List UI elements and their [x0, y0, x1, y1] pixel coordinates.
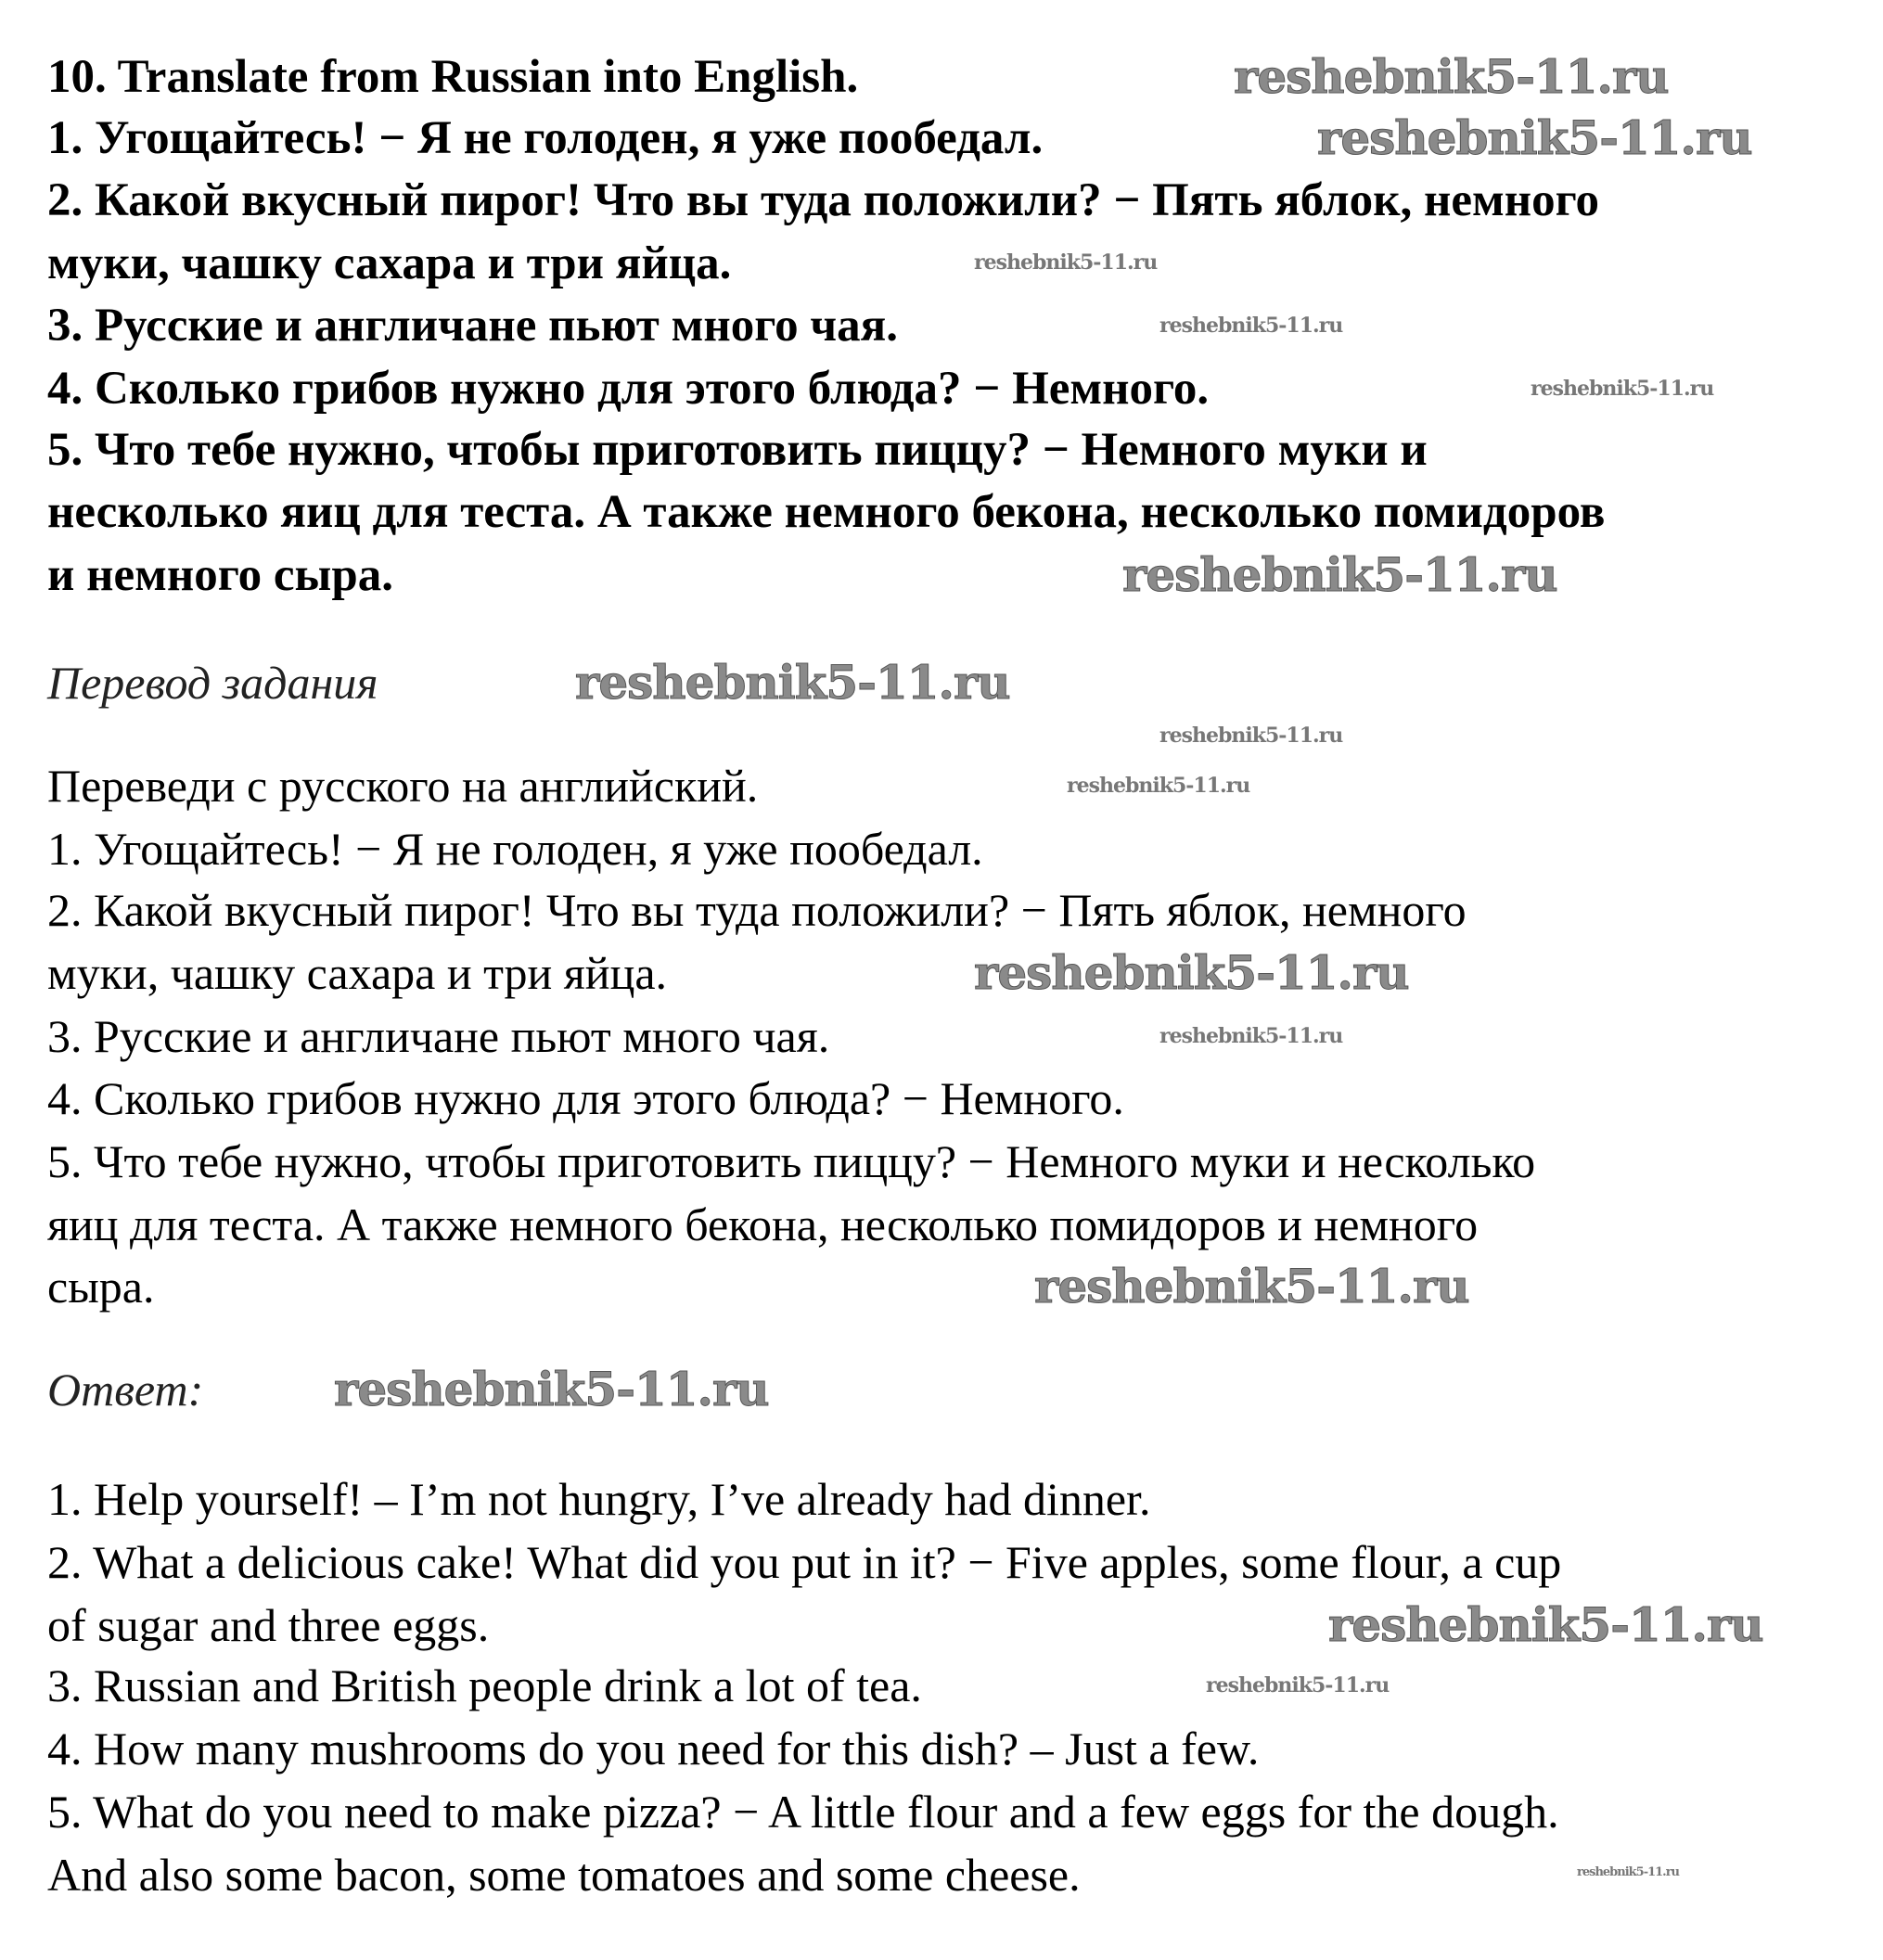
- task-line: 5. Что тебе нужно, чтобы приготовить пиццу? − Немного муки и: [47, 424, 1428, 476]
- watermark: reshebnik5-11.ru: [974, 945, 1409, 1000]
- answer-line: 1. Help yourself! – I’m not hungry, I’ve already had dinner.: [47, 1473, 1151, 1525]
- translation-line: 5. Что тебе нужно, чтобы приготовить пиццу? − Немного муки и несколько: [47, 1135, 1536, 1187]
- watermark: reshebnik5-11.ru: [1328, 1597, 1763, 1652]
- task-title: 10. Translate from Russian into English.: [47, 51, 859, 103]
- answer-line: 4. How many mushrooms do you need for this dish? – Just a few.: [47, 1723, 1260, 1774]
- task-line: 3. Русские и англичане пьют много чая.: [47, 300, 898, 352]
- task-line: 2. Какой вкусный пирог! Что вы туда положили? − Пять яблок, немного: [47, 174, 1600, 226]
- watermark: reshebnik5-11.ru: [334, 1362, 769, 1416]
- watermark: reshebnik5-11.ru: [1122, 547, 1557, 602]
- watermark: reshebnik5-11.ru: [1159, 724, 1343, 748]
- watermark: reshebnik5-11.ru: [1317, 110, 1752, 165]
- translation-line: сыра.: [47, 1261, 155, 1313]
- task-line: несколько яиц для теста. А также немного бекона, несколько помидоров: [47, 486, 1606, 538]
- task-line: 4. Сколько грибов нужно для этого блюда? − Немного.: [47, 363, 1210, 415]
- task-line: 1. Угощайтесь! − Я не голоден, я уже пообедал.: [47, 112, 1044, 164]
- translation-line: 3. Русские и англичане пьют много чая.: [47, 1010, 830, 1062]
- answer-line: 5. What do you need to make pizza? − A little flour and a few eggs for the dough.: [47, 1786, 1559, 1838]
- watermark: reshebnik5-11.ru: [1159, 314, 1343, 338]
- answer-line: And also some bacon, some tomatoes and some cheese.: [47, 1849, 1081, 1901]
- watermark: reshebnik5-11.ru: [974, 250, 1158, 275]
- answer-heading: Ответ:: [47, 1364, 204, 1416]
- answer-line: 2. What a delicious cake! What did you put in it? − Five apples, some flour, a cup: [47, 1536, 1562, 1588]
- translation-heading: Перевод задания: [47, 657, 378, 709]
- watermark: reshebnik5-11.ru: [1577, 1865, 1680, 1879]
- answer-line: of sugar and three eggs.: [47, 1599, 490, 1651]
- watermark: reshebnik5-11.ru: [575, 655, 1010, 710]
- task-line: и немного сыра.: [47, 549, 393, 601]
- translation-line: муки, чашку сахара и три яйца.: [47, 947, 668, 999]
- watermark: reshebnik5-11.ru: [1034, 1259, 1469, 1313]
- translation-line: яиц для теста. А также немного бекона, несколько помидоров и немного: [47, 1198, 1479, 1250]
- answer-line: 3. Russian and British people drink a lot of tea.: [47, 1659, 922, 1711]
- watermark: reshebnik5-11.ru: [1234, 49, 1669, 104]
- watermark: reshebnik5-11.ru: [1067, 774, 1250, 798]
- watermark: reshebnik5-11.ru: [1159, 1024, 1343, 1048]
- translation-line: 2. Какой вкусный пирог! Что вы туда положили? − Пять яблок, немного: [47, 884, 1467, 936]
- translation-line: 4. Сколько грибов нужно для этого блюда? − Немного.: [47, 1072, 1124, 1124]
- translation-line: Переведи с русского на английский.: [47, 760, 759, 812]
- watermark: reshebnik5-11.ru: [1206, 1673, 1390, 1697]
- task-line: муки, чашку сахара и три яйца.: [47, 237, 732, 289]
- watermark: reshebnik5-11.ru: [1531, 377, 1714, 401]
- translation-line: 1. Угощайтесь! − Я не голоден, я уже пообедал.: [47, 823, 983, 875]
